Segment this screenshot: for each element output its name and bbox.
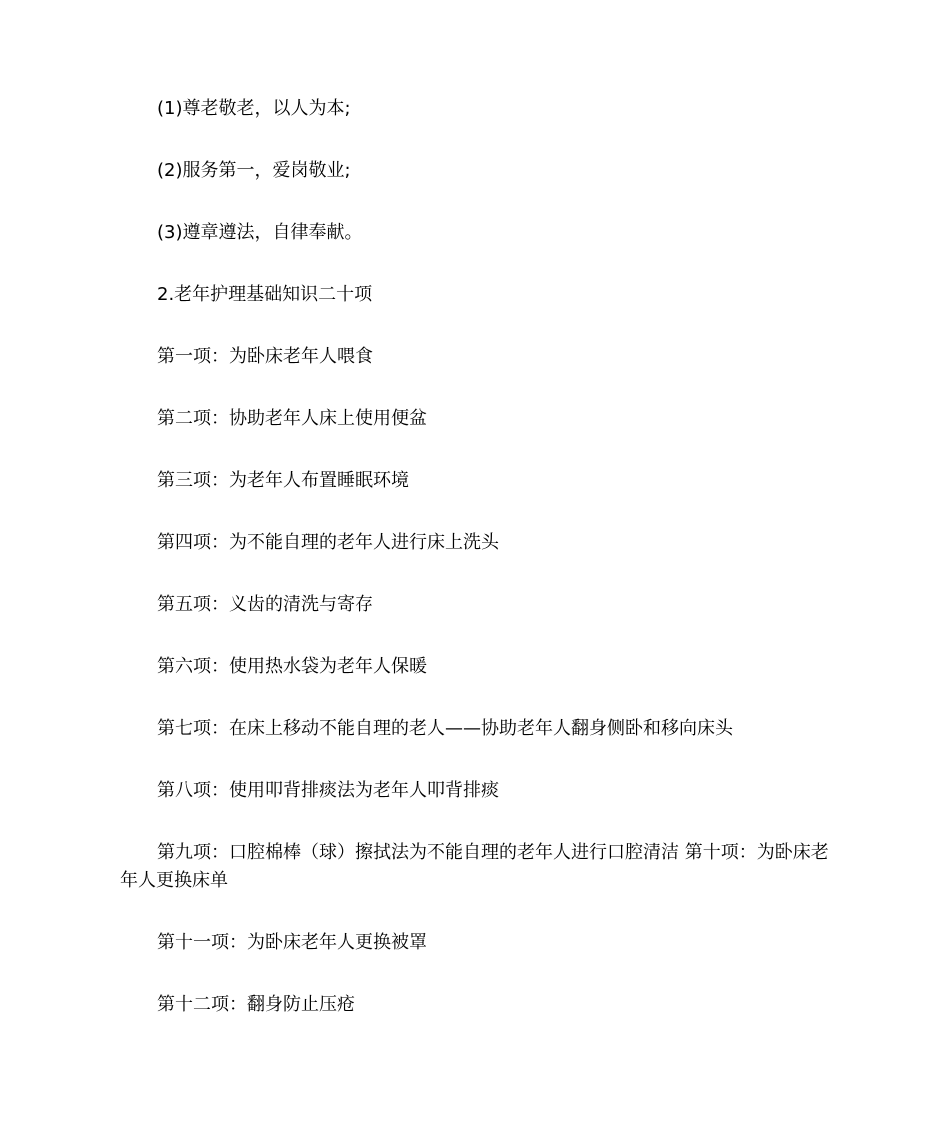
item-9-and-10: 第九项：口腔棉棒（球）擦拭法为不能自理的老年人进行口腔清洁 第十项：为卧床老年人更换床单 [120, 842, 829, 891]
item-1: 第一项：为卧床老年人喂食 [157, 346, 373, 367]
item-7: 第七项：在床上移动不能自理的老人——协助老年人翻身侧卧和移向床头 [157, 718, 733, 739]
item-3: 第三项：为老年人布置睡眠环境 [157, 470, 409, 491]
paragraph-principle-3: (3)遵章遵法，自律奉献。 [157, 222, 363, 243]
item-11: 第十一项：为卧床老年人更换被罩 [157, 932, 427, 953]
item-8: 第八项：使用叩背排痰法为老年人叩背排痰 [157, 780, 499, 801]
item-12: 第十二项：翻身防止压疮 [157, 994, 355, 1015]
item-4: 第四项：为不能自理的老年人进行床上洗头 [157, 532, 499, 553]
paragraph-principle-2: (2)服务第一，爱岗敬业; [157, 160, 351, 181]
item-5: 第五项：义齿的清洗与寄存 [157, 594, 373, 615]
paragraph-principle-1: (1)尊老敬老，以人为本; [157, 98, 351, 119]
section-heading: 2.老年护理基础知识二十项 [157, 284, 373, 305]
item-6: 第六项：使用热水袋为老年人保暖 [157, 656, 427, 677]
item-2: 第二项：协助老年人床上使用便盆 [157, 408, 427, 429]
